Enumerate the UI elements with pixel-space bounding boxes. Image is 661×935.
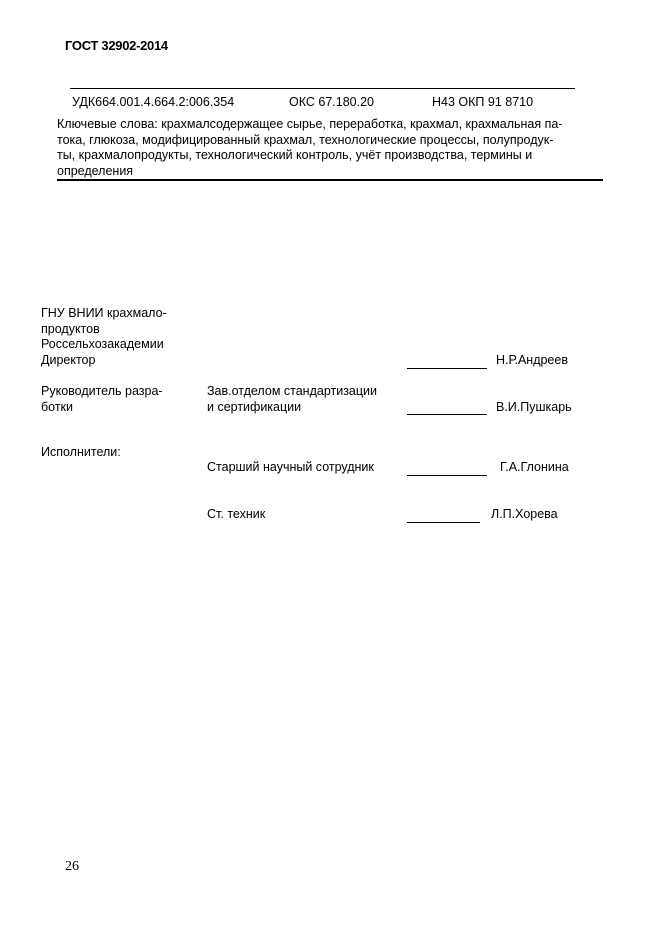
signature-line [407, 402, 487, 420]
udk-code: УДК664.001.4.664.2:006.354 [72, 95, 235, 109]
okp-code: Н43 ОКП 91 8710 [432, 95, 534, 109]
top-divider [70, 88, 575, 89]
signature-line [407, 463, 487, 481]
executor-position: Старший научный сотрудник [207, 460, 374, 474]
organization-line: Россельхозакадемии [41, 337, 164, 351]
organization-line: продуктов [41, 321, 100, 336]
keywords-block [57, 117, 605, 179]
executor-name: Л.П.Хорева [491, 507, 558, 521]
development-lead-role [41, 384, 163, 415]
page-number: 26 [65, 859, 79, 874]
executors-label: Исполнители: [41, 445, 121, 459]
keywords-line: Ключевые слова: крахмалсодержащее сырье, переработка, крахмал, крахмальная па- [57, 117, 563, 131]
keywords-divider [57, 179, 603, 181]
keywords-line: определения [57, 163, 134, 178]
oks-code: ОКС 67.180.20 [289, 95, 374, 109]
organization-line: ГНУ ВНИИ крахмало- [41, 306, 167, 320]
signature-line [407, 356, 487, 374]
executor-name: Г.А.Глонина [500, 460, 569, 474]
organization-line: Директор [41, 352, 96, 367]
executor-position: Ст. техник [207, 507, 266, 521]
signature-line [407, 510, 480, 528]
position-line: и сертификации [207, 399, 302, 414]
position-line: Зав.отделом стандартизации [207, 384, 378, 398]
development-lead-position [207, 384, 377, 415]
role-line: ботки [41, 399, 74, 414]
keywords-line: ты, крахмалопродукты, технологический контроль, учёт производства, термины и [57, 148, 533, 162]
development-lead-name: В.И.Пушкарь [496, 400, 572, 414]
keywords-line: тока, глюкоза, модифицированный крахмал, технологические процессы, полупродук- [57, 132, 554, 147]
director-name: Н.Р.Андреев [496, 353, 568, 367]
role-line: Руководитель разра- [41, 384, 163, 398]
standard-code: ГОСТ 32902-2014 [65, 38, 168, 53]
organization-block [41, 306, 167, 368]
